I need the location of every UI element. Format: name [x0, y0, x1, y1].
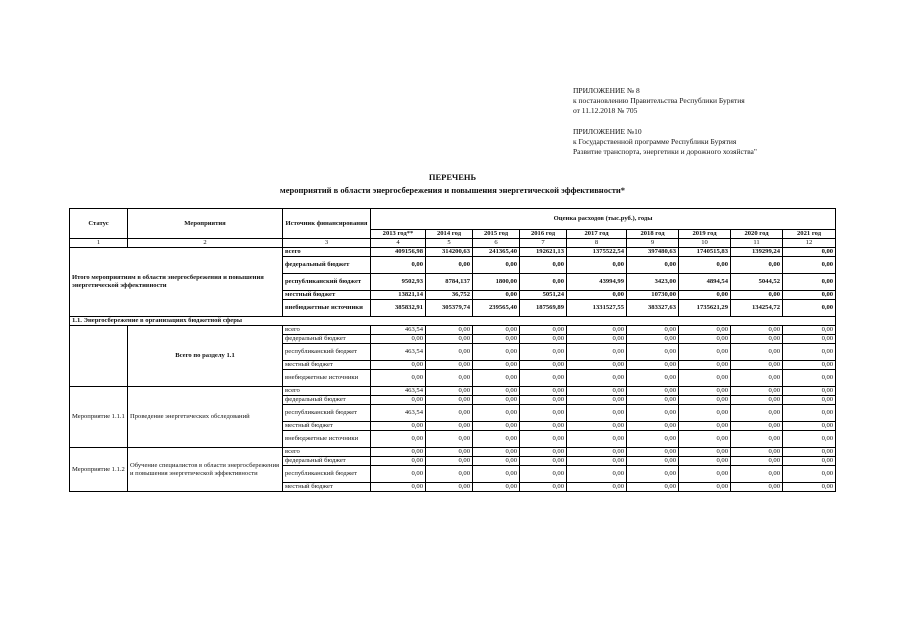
- value-cell: 0,00: [627, 483, 679, 492]
- value-cell: 0,00: [520, 483, 567, 492]
- value-cell: 9502,93: [371, 274, 426, 291]
- source-cell: республиканский бюджет: [283, 405, 371, 422]
- value-cell: 0,00: [473, 457, 520, 466]
- value-cell: 0,00: [567, 396, 627, 405]
- table-row: [70, 448, 836, 457]
- value-cell: 0,00: [371, 448, 426, 457]
- value-cell: 0,00: [567, 422, 627, 431]
- table-body: [70, 209, 836, 492]
- value-cell: 0,00: [627, 387, 679, 396]
- value-cell: 10730,00: [627, 291, 679, 300]
- value-cell: 463,54: [371, 326, 426, 335]
- value-cell: 0,00: [567, 387, 627, 396]
- value-cell: 0,00: [473, 370, 520, 387]
- value-cell: 0,00: [679, 466, 731, 483]
- column-number-cell: 1: [70, 239, 128, 248]
- status-cell: Мероприятие 1.1.1: [70, 387, 128, 448]
- value-cell: 0,00: [520, 466, 567, 483]
- value-cell: 0,00: [679, 257, 731, 274]
- value-cell: 0,00: [783, 431, 836, 448]
- source-cell: республиканский бюджет: [283, 274, 371, 291]
- value-cell: 0,00: [567, 291, 627, 300]
- value-cell: 409156,98: [371, 248, 426, 257]
- source-cell: федеральный бюджет: [283, 335, 371, 344]
- value-cell: 0,00: [520, 422, 567, 431]
- value-cell: 0,00: [426, 326, 473, 335]
- header-line: к постановлению Правительства Республики Бурятия: [573, 96, 745, 105]
- value-cell: 13821,14: [371, 291, 426, 300]
- value-cell: 0,00: [731, 344, 783, 361]
- value-cell: 0,00: [371, 361, 426, 370]
- column-number-cell: 8: [567, 239, 627, 248]
- source-cell: местный бюджет: [283, 361, 371, 370]
- value-cell: 0,00: [520, 257, 567, 274]
- value-cell: 0,00: [679, 326, 731, 335]
- value-cell: 0,00: [679, 405, 731, 422]
- expenses-table: [69, 208, 836, 492]
- value-cell: 0,00: [627, 448, 679, 457]
- measure-cell: Проведение энергетических обследований: [128, 387, 283, 448]
- value-cell: 5044,52: [731, 274, 783, 291]
- value-cell: 0,00: [679, 335, 731, 344]
- value-cell: 0,00: [567, 466, 627, 483]
- source-cell: всего: [283, 326, 371, 335]
- value-cell: 0,00: [520, 361, 567, 370]
- value-cell: 0,00: [426, 344, 473, 361]
- section-title: 1.1. Энергосбережение в организациях бюджетной сферы: [70, 317, 836, 326]
- value-cell: 0,00: [783, 344, 836, 361]
- value-cell: 0,00: [520, 387, 567, 396]
- source-cell: местный бюджет: [283, 483, 371, 492]
- header-line: к Государственной программе Республики Бурятия: [573, 137, 737, 146]
- value-cell: 0,00: [731, 483, 783, 492]
- value-cell: 0,00: [731, 396, 783, 405]
- value-cell: 0,00: [426, 422, 473, 431]
- source-cell: внебюджетные источники: [283, 370, 371, 387]
- value-cell: 0,00: [473, 422, 520, 431]
- source-cell: внебюджетные источники: [283, 300, 371, 317]
- header-line: ПРИЛОЖЕНИЕ № 8: [573, 86, 640, 95]
- value-cell: 0,00: [731, 457, 783, 466]
- value-cell: 0,00: [473, 448, 520, 457]
- value-cell: 0,00: [520, 431, 567, 448]
- value-cell: 0,00: [567, 257, 627, 274]
- source-cell: всего: [283, 448, 371, 457]
- value-cell: 0,00: [426, 257, 473, 274]
- year-header-cell: 2020 год: [731, 230, 783, 239]
- value-cell: 463,54: [371, 344, 426, 361]
- value-cell: 0,00: [426, 448, 473, 457]
- status-cell: [70, 326, 128, 387]
- value-cell: 0,00: [783, 274, 836, 291]
- column-number-cell: 2: [128, 239, 283, 248]
- value-cell: 314200,63: [426, 248, 473, 257]
- value-cell: 43994,99: [567, 274, 627, 291]
- source-cell: внебюджетные источники: [283, 431, 371, 448]
- value-cell: 0,00: [627, 431, 679, 448]
- value-cell: 0,00: [371, 396, 426, 405]
- column-number-cell: 10: [679, 239, 731, 248]
- year-header-cell: 2019 год: [679, 230, 731, 239]
- section-row: [70, 317, 836, 326]
- value-cell: 0,00: [371, 370, 426, 387]
- column-number-cell: 7: [520, 239, 567, 248]
- header-status: Статус: [70, 209, 128, 239]
- value-cell: 1331527,55: [567, 300, 627, 317]
- value-cell: 3423,00: [627, 274, 679, 291]
- value-cell: 0,00: [426, 431, 473, 448]
- value-cell: 0,00: [567, 344, 627, 361]
- value-cell: 0,00: [731, 326, 783, 335]
- value-cell: 0,00: [783, 300, 836, 317]
- value-cell: 0,00: [426, 466, 473, 483]
- value-cell: 0,00: [627, 396, 679, 405]
- column-number-cell: 5: [426, 239, 473, 248]
- value-cell: 0,00: [783, 457, 836, 466]
- year-header-cell: 2018 год: [627, 230, 679, 239]
- value-cell: 0,00: [520, 335, 567, 344]
- column-number-cell: 9: [627, 239, 679, 248]
- value-cell: 0,00: [473, 466, 520, 483]
- value-cell: 134254,72: [731, 300, 783, 317]
- value-cell: 0,00: [426, 405, 473, 422]
- value-cell: 0,00: [520, 274, 567, 291]
- header-line: от 11.12.2018 № 705: [573, 106, 638, 115]
- value-cell: 0,00: [473, 405, 520, 422]
- value-cell: 0,00: [371, 483, 426, 492]
- value-cell: 0,00: [567, 448, 627, 457]
- measure-cell: Итого мероприятиям в области энергосбережения и повышения энергетической эффективности: [70, 248, 283, 317]
- source-cell: республиканский бюджет: [283, 466, 371, 483]
- value-cell: 0,00: [731, 431, 783, 448]
- value-cell: 0,00: [473, 257, 520, 274]
- value-cell: 0,00: [731, 361, 783, 370]
- value-cell: 0,00: [520, 405, 567, 422]
- value-cell: 0,00: [679, 431, 731, 448]
- source-cell: федеральный бюджет: [283, 457, 371, 466]
- value-cell: 0,00: [627, 370, 679, 387]
- value-cell: 0,00: [731, 448, 783, 457]
- value-cell: 0,00: [473, 387, 520, 396]
- value-cell: 463,54: [371, 387, 426, 396]
- value-cell: 0,00: [783, 361, 836, 370]
- value-cell: 0,00: [371, 422, 426, 431]
- value-cell: 8784,137: [426, 274, 473, 291]
- value-cell: 1735621,29: [679, 300, 731, 317]
- value-cell: 0,00: [783, 422, 836, 431]
- value-cell: 0,00: [371, 466, 426, 483]
- value-cell: 0,00: [679, 396, 731, 405]
- source-cell: местный бюджет: [283, 291, 371, 300]
- appendix-10-header: [573, 127, 757, 157]
- value-cell: 0,00: [426, 361, 473, 370]
- value-cell: 1375522,54: [567, 248, 627, 257]
- year-header-cell: 2013 год**: [371, 230, 426, 239]
- value-cell: 0,00: [567, 335, 627, 344]
- value-cell: 0,00: [426, 396, 473, 405]
- value-cell: 139299,24: [731, 248, 783, 257]
- column-number-cell: 12: [783, 239, 836, 248]
- value-cell: 0,00: [567, 431, 627, 448]
- value-cell: 0,00: [731, 335, 783, 344]
- value-cell: 241365,40: [473, 248, 520, 257]
- column-number-cell: 3: [283, 239, 371, 248]
- column-number-cell: 4: [371, 239, 426, 248]
- value-cell: 0,00: [627, 466, 679, 483]
- value-cell: 0,00: [679, 448, 731, 457]
- table-row: [70, 387, 836, 396]
- value-cell: 0,00: [731, 405, 783, 422]
- value-cell: 0,00: [426, 387, 473, 396]
- year-header-cell: 2017 год: [567, 230, 627, 239]
- header-source: Источник финансирования: [283, 209, 371, 239]
- measure-cell: Всего по разделу 1.1: [128, 326, 283, 387]
- source-cell: местный бюджет: [283, 422, 371, 431]
- value-cell: 187569,89: [520, 300, 567, 317]
- value-cell: 0,00: [520, 448, 567, 457]
- value-cell: 0,00: [473, 326, 520, 335]
- value-cell: 0,00: [731, 422, 783, 431]
- header-line: ПРИЛОЖЕНИЕ №10: [573, 127, 642, 136]
- measure-cell: Обучение специалистов в области энергосбережения и повышения энергетической эффективности: [128, 448, 283, 492]
- value-cell: 0,00: [520, 396, 567, 405]
- value-cell: 0,00: [783, 335, 836, 344]
- value-cell: 0,00: [679, 387, 731, 396]
- source-cell: федеральный бюджет: [283, 257, 371, 274]
- value-cell: 0,00: [783, 326, 836, 335]
- value-cell: 0,00: [567, 457, 627, 466]
- value-cell: 0,00: [627, 335, 679, 344]
- value-cell: 0,00: [679, 483, 731, 492]
- value-cell: 0,00: [679, 291, 731, 300]
- value-cell: 0,00: [627, 457, 679, 466]
- year-header-cell: 2014 год: [426, 230, 473, 239]
- value-cell: 0,00: [426, 457, 473, 466]
- value-cell: 192621,13: [520, 248, 567, 257]
- value-cell: 0,00: [783, 396, 836, 405]
- value-cell: 0,00: [627, 361, 679, 370]
- value-cell: 0,00: [627, 422, 679, 431]
- value-cell: 305379,74: [426, 300, 473, 317]
- value-cell: 0,00: [371, 257, 426, 274]
- value-cell: 0,00: [473, 431, 520, 448]
- header-measure: Мероприятия: [128, 209, 283, 239]
- value-cell: 0,00: [567, 326, 627, 335]
- document-title: ПЕРЕЧЕНЬ: [428, 172, 477, 182]
- year-header-cell: 2015 год: [473, 230, 520, 239]
- value-cell: 0,00: [783, 257, 836, 274]
- source-cell: всего: [283, 248, 371, 257]
- value-cell: 0,00: [473, 335, 520, 344]
- source-cell: республиканский бюджет: [283, 344, 371, 361]
- status-cell: Мероприятие 1.1.2: [70, 448, 128, 492]
- value-cell: 0,00: [627, 326, 679, 335]
- value-cell: 36,752: [426, 291, 473, 300]
- value-cell: 0,00: [520, 457, 567, 466]
- source-cell: федеральный бюджет: [283, 396, 371, 405]
- value-cell: 0,00: [783, 291, 836, 300]
- value-cell: 5051,24: [520, 291, 567, 300]
- table-row: [70, 248, 836, 257]
- value-cell: 0,00: [731, 370, 783, 387]
- value-cell: 0,00: [567, 370, 627, 387]
- value-cell: 0,00: [473, 291, 520, 300]
- value-cell: 0,00: [731, 291, 783, 300]
- value-cell: 0,00: [783, 370, 836, 387]
- value-cell: 1740515,83: [679, 248, 731, 257]
- column-number-cell: 11: [731, 239, 783, 248]
- value-cell: 0,00: [371, 335, 426, 344]
- header-costs: Оценка расходов (тыс.руб.), годы: [371, 209, 836, 230]
- value-cell: 0,00: [731, 466, 783, 483]
- header-line: Развитие транспорта, энергетики и дорожного хозяйства": [573, 147, 757, 156]
- value-cell: 0,00: [567, 405, 627, 422]
- value-cell: 0,00: [473, 483, 520, 492]
- value-cell: 0,00: [520, 326, 567, 335]
- column-number-row: [70, 239, 836, 248]
- value-cell: 0,00: [783, 387, 836, 396]
- value-cell: 0,00: [783, 483, 836, 492]
- source-cell: всего: [283, 387, 371, 396]
- year-header-cell: 2016 год: [520, 230, 567, 239]
- value-cell: 0,00: [679, 344, 731, 361]
- value-cell: 0,00: [473, 344, 520, 361]
- value-cell: 0,00: [426, 370, 473, 387]
- value-cell: 0,00: [520, 370, 567, 387]
- value-cell: 0,00: [473, 396, 520, 405]
- value-cell: 0,00: [627, 344, 679, 361]
- value-cell: 0,00: [567, 483, 627, 492]
- document-subtitle: мероприятий в области энергосбережения и повышения энергетической эффективности*: [279, 185, 626, 195]
- value-cell: 0,00: [783, 448, 836, 457]
- value-cell: 397480,63: [627, 248, 679, 257]
- value-cell: 385832,91: [371, 300, 426, 317]
- value-cell: 0,00: [731, 257, 783, 274]
- value-cell: 0,00: [731, 387, 783, 396]
- value-cell: 0,00: [679, 370, 731, 387]
- value-cell: 0,00: [679, 457, 731, 466]
- value-cell: 0,00: [371, 457, 426, 466]
- year-header-cell: 2021 год: [783, 230, 836, 239]
- value-cell: 0,00: [679, 422, 731, 431]
- value-cell: 0,00: [426, 335, 473, 344]
- value-cell: 0,00: [473, 361, 520, 370]
- value-cell: 0,00: [679, 361, 731, 370]
- table-row: [70, 326, 836, 335]
- value-cell: 0,00: [567, 361, 627, 370]
- value-cell: 0,00: [627, 405, 679, 422]
- column-number-cell: 6: [473, 239, 520, 248]
- value-cell: 0,00: [371, 431, 426, 448]
- value-cell: 0,00: [520, 344, 567, 361]
- value-cell: 239565,40: [473, 300, 520, 317]
- value-cell: 383327,63: [627, 300, 679, 317]
- value-cell: 0,00: [426, 483, 473, 492]
- value-cell: 1800,00: [473, 274, 520, 291]
- value-cell: 4894,54: [679, 274, 731, 291]
- value-cell: 0,00: [627, 257, 679, 274]
- value-cell: 463,54: [371, 405, 426, 422]
- value-cell: 0,00: [783, 405, 836, 422]
- value-cell: 0,00: [783, 248, 836, 257]
- appendix-8-header: [573, 86, 745, 116]
- value-cell: 0,00: [783, 466, 836, 483]
